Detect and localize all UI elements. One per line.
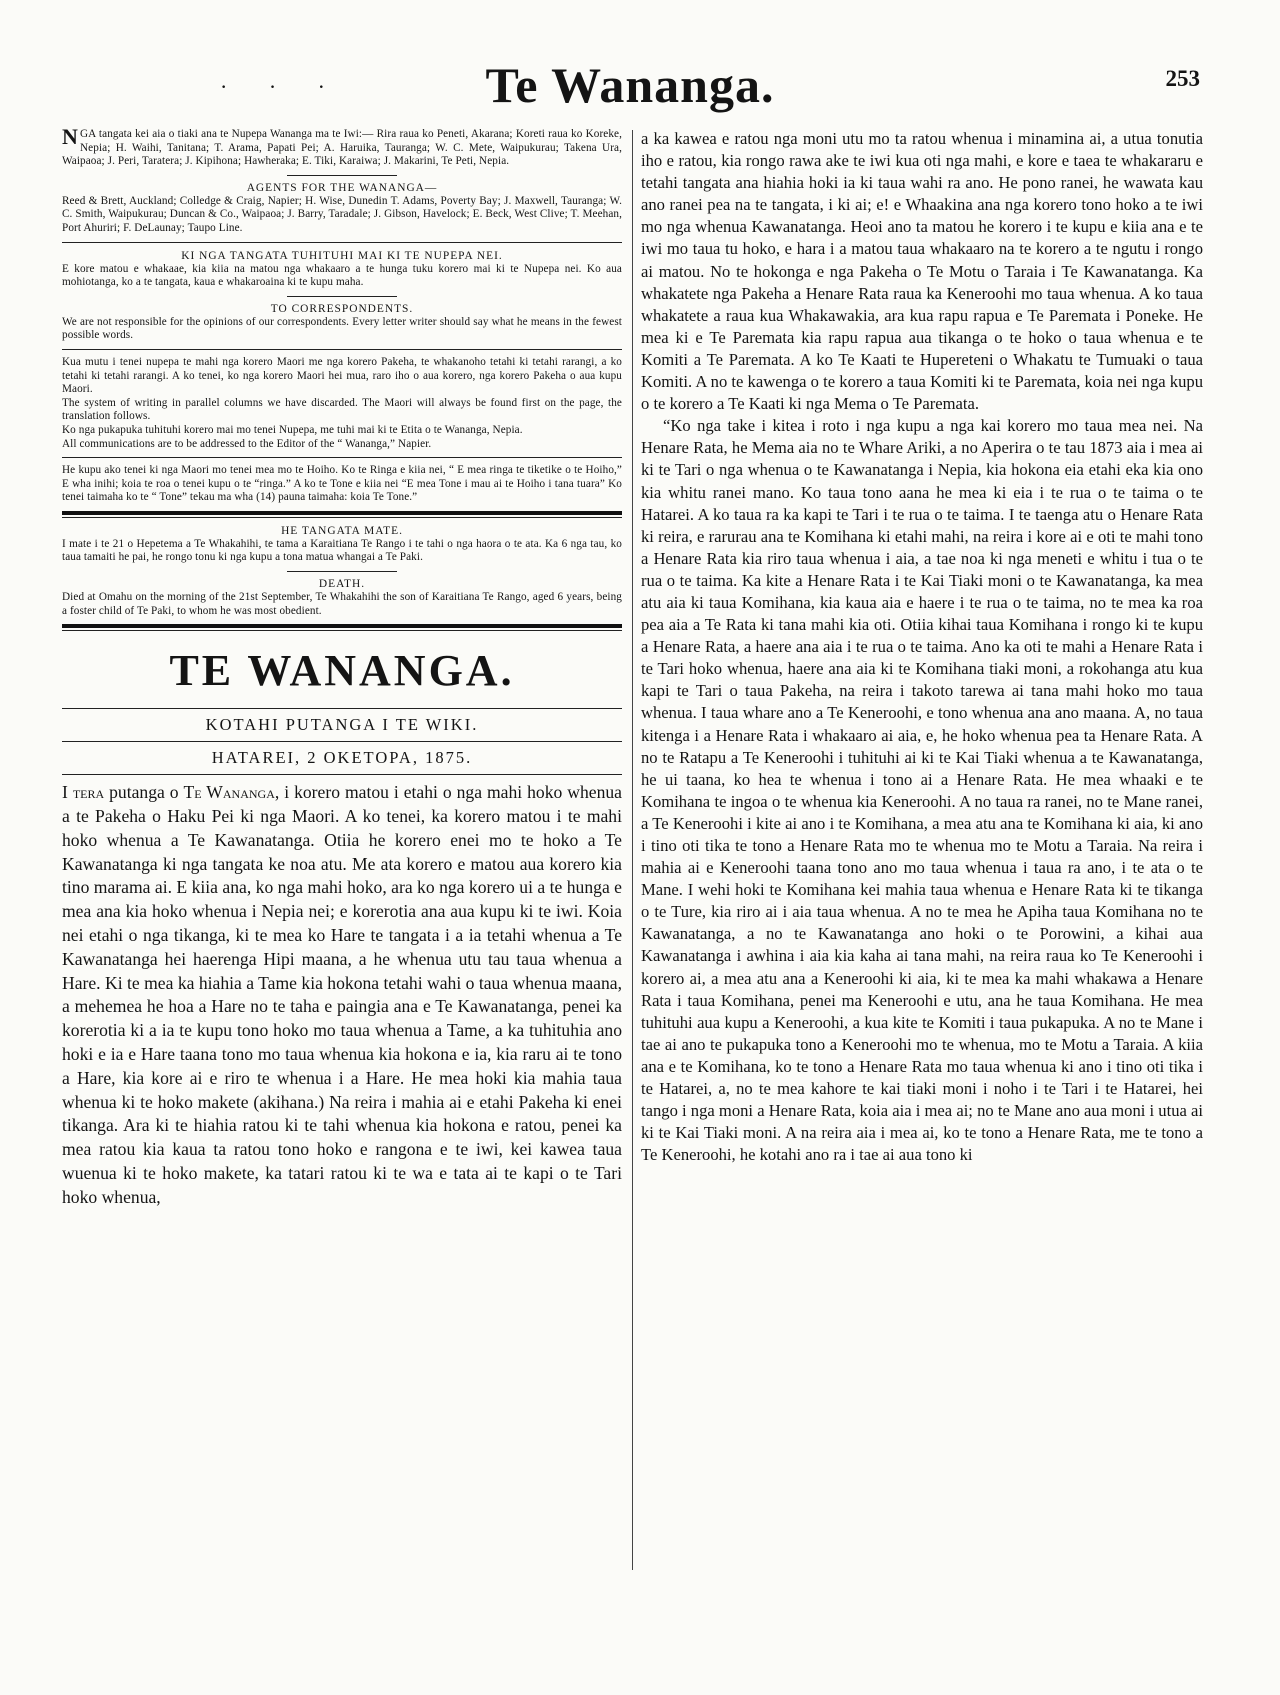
death-maori-notice: I mate i te 21 o Hepetema a Te Whakahihi, te tama a Karaitiana Te Rango i te tahi o nga haora o te ata. Ka 6 nga tau, ko taua tamaiti he pai, he rongo tonu ki nga kupu a tona matua whangai a Te Paki. (62, 537, 622, 564)
masthead: TE WANANGA. (169, 646, 515, 696)
divider (62, 708, 622, 709)
article-lead-word: I tera (62, 782, 105, 803)
thick-divider (62, 624, 622, 628)
writers-heading: KI NGA TANGATA TUHITUHI MAI KI TE NUPEPA NEI. (181, 249, 503, 262)
divider (62, 774, 622, 775)
article-body: i korero matou i etahi o nga mahi hoko whenua a te Pakeha o Haku Pei ki nga Maori. A ko tenei, ka korero matou i te mahi hoko whenua a Te Kawanatanga. Otiia he korero enei mo te hoko a Te Kawanatanga ki nga tangata ke noa atu. Me ata korero e matou aua korero kia tino marama ai. E kiia ana, ko nga mahi hoko, ara ko nga korero ui a te hunga e mea ana kia hoko whenua i Nepia nei; e korerotia ana aua kupu ki te iwi. Koia nei etahi o nga tikanga, ki te mea ko Hare te tangata i a ia tetahi whenua a Te Kawanatanga hei haerenga Hipi maana, a he whenua utu tau taua whenua a Hare. Ki te mea ka hiahia a Tame kia hokona tetahi wahi o taua whenua maana, a mehemea he hoa a Hare no te taha e paingia ana e Te Kawanatanga, penei ka korerotia ki a ia te kupu tono hoko mo taua whenua a Tame, a ka tuhituhia ano hoki e ia e Hare taana tono mo taua whenua kia hokona e ia, kia raru ai te tono a Hare, kia kore ai e riro te whenua i a Hare. He mea hoki kia mahia taua whenua ki te hoko makete (akihana.) Na reira i mahia ai e etahi Pakeha ki enei tikanga. Ara ki te hiahia ratou ki te tahi whenua kia hokona e ratou, penei ka mea ratou kia kaua ta ratou tono hoko e rangona e te iwi, kei kawea taua wuenua ki te hoko makete, ka tatari ratou ki te wa e tata ai te kapi o te Tari hoko whenua, (62, 782, 622, 1207)
agents-heading: AGENTS FOR THE WANANGA— (246, 181, 438, 194)
correspondents-heading: TO CORRESPONDENTS. (270, 302, 414, 315)
parallel-columns-english: The system of writing in parallel columns we have discarded. The Maori will always be found first on the page, the translation follows. (62, 396, 622, 423)
hoiho-notice: He kupu ako tenei ki nga Maori mo tenei mea mo te Hoiho. Ko te Ringa e kiia nei, “ E mea ringa te tiketike o te Hoiho,” E wha inihi; koia te roa o tenei kupu o te “ringa.” A ko te Tone e kiia nei “E mea Tone i mau ai te Hoiho i tana tuara” Ko tenei taimaha ko te “ Tone” tekau ma wha (14) pauna taimaha: koia Te Tone.” (62, 464, 622, 504)
running-title: Te Wananga. (485, 57, 775, 113)
article-lead-phrase: putanga o (109, 782, 179, 803)
right-column (641, 128, 1203, 1166)
divider (62, 349, 622, 350)
death-notice: Died at Omahu on the morning of the 21st September, Te Whakahihi the son of Karaitiana Te Rango, aged 6 years, being a foster child of Te Paki, to whom he was most obedient. (62, 591, 622, 617)
writers-notice: E kore matou e whakaae, kia kiia na matou nga whakaaro a te hunga tuku korero mai ki te Nupepa nei. Ko aua mohiotanga, ko a te tangata, kaua e whakaroaina ki te kupu maha. (62, 262, 622, 289)
article-continued: a ka kawea e ratou nga moni utu mo ta ratou whenua i minamina ai, a utua tonutia iho e ratou, kia rongo rawa ake te iwi kua oti nga mahi, e kore e taea te whakararu e tetahi tangata ana hiahia hoki ia ki taua wahi ra ano. He pono ranei, he wawata kau ano ranei pea na te tangata, i ki ai; e! e Whaakina ana nga korero tono hoko a te iwi mo nga whenua Kawanatanga. Heoi ano ta matou he korero i te kupu e kiia ana e te iwi mo taua tu hoko, e hara i a matou taua whakaaro na te korero a te ngutu i rongo ai matou. No te hokonga e nga Pakeha o Te Motu o Taraia i Te Kawanatanga. Ka whakatete nga Pakeha a Henare Rata raua ka Keneroohi mo taua whenua. A ko taua whakatete a raua kua Whakawakia, ara kua rapu rapua e Te Paremata i Poneke. He mea ki e Te Paremata kia rapu rapua aua tikanga o te hoko o taua whenua e te Komiti a Te Paremata. A ko Te Kaati te Hupereteni o Whakatu te Tumuaki o taua Komiti. A no te kawenga o te korero a taua Komiti ki te Paremata, koia nei nga kupu o te korero a Te Kaati ki nga Mema o Te Paremata. (641, 129, 1203, 414)
agents-list: Reed & Brett, Auckland; Colledge & Craig, Napier; H. Wise, Dunedin T. Adams, Poverty Bay; J. Maxwell, Tauranga; W. C. Smith, Waipukurau; Duncan & Co., Waipaoa; J. Barry, Taradale; J. Gibson, Havelock; E. Beck, West Clive; T. Meehan, Port Ahuriri; F. DeLaunay; Taupo Line. (62, 194, 622, 234)
death-maori-heading: HE TANGATA MATE. (281, 524, 403, 537)
publication-frequency: KOTAHI PUTANGA I TE WIKI. (205, 715, 479, 735)
correspondents-notice: We are not responsible for the opinions of our correspondents. Every letter writer should say what he means in the fewest possible words. (62, 315, 622, 342)
agents-maori-text: GA tangata kei aia o tiaki ana te Nupepa Wananga ma te Iwi:— Rira raua ko Peneti, Akarana; Koreti raua ko Koreke, Nepia; H. Waihi, Tanitana; T. Arama, Papati Pei; A. Haruika, Tauranga; W. C. Mete, Waipukurau; Takena Ura, Waipaoa; J. Peri, Taratera; J. Kipihona; Hawheraka; E. Tiki, Karaiwa; J. Makarini, Te Peti, Nepia. (62, 128, 622, 168)
editor-english-notice: All communications are to be addressed to the Editor of the “ Wananga,” Napier. (62, 437, 432, 450)
death-heading: DEATH. (318, 578, 366, 591)
left-column (62, 124, 622, 1210)
header-dots: · · · (220, 74, 343, 99)
divider (62, 457, 622, 458)
article-lead-paper-name: Te Wananga, (183, 782, 280, 803)
divider (62, 242, 622, 243)
editorial-article (62, 781, 622, 1209)
divider (62, 741, 622, 742)
divider (62, 630, 622, 631)
divider (287, 571, 397, 572)
divider (62, 517, 622, 518)
issue-date: HATAREI, 2 OKETOPA, 1875. (211, 748, 473, 768)
agents-maori-notice (62, 124, 622, 169)
page-number: 253 (1165, 66, 1200, 91)
editor-maori-notice: Ko nga pukapuka tuhituhi korero mai mo tenei Nupepa, me tuhi mai ki te Etita o te Wananga, Nepia. (62, 423, 523, 436)
divider (287, 175, 397, 176)
committee-report: “Ko nga take i kitea i roto i nga kupu a nga kai korero mo taua mea nei. Na Henare Rata, he Mema aia no te Whare Ariki, a no Aperira o te tau 1873 aia i mea ai ki te Tari o nga whenua o te Kawanatanga i Nepia, kia hokona eia etahi eka kia ono kia whitu ranei mano. Ko taua tono aana he mea ki eia i te rua o te taima o te Hatarei. A ko taua ra ka kapi te Tari i te rua o te taima. I te taenga atu o Henare Rata ki reira, e rarurau ana te Komihana ki etahi mahi, na reira i kore ai e oti te mahi tono a Henare Rata kia riro taua whenua i aia, a tae noa ki nga meneti e whitu i tua o te rua o te taima. Ka kite a Henare Rata i te Kai Tiaki moni o te Kawanatanga, ka mea atu aia ki taua Komihana, kia kaua aia e haere i te rua o te taima, no te mea ka roa pea aia a Te Rata ki tana mahi kia oti. Otiia kihai taua Komihana i rongo ki te kupu a Henare Rata, a haere ana aia i te rua o te taima. Ano ka oti te mahi a Henare Rata i te Tari hoko whenua, haere ana aia ki te Komihana tiaki moni, a rokohanga atu kua kapi te Tari o taua Pakeha, na reira i takoto tarewa ai tana mahi hoko mo taua whenua. I taua whare ano a Te Keneroohi, e tono whenua ana ano maana. A, no taua kitenga i a Henare Rata i whakaaro ai aia, e, he hoko whenua pea ta Henare Rata. A no te Ratapu a Te Keneroohi i tuhituhi ai ki te Kai Tiaki whenua a te Kawanatanga, he ui taana, ko hea te whenua i tono ai a Henare Rata. He mea whaaki e te Komihana te ingoa o te whenua kia Keneroohi. A no taua ra ranei, no te Mane ranei, a Te Keneroohi i kite ai ano i te Komihana, a mea atu ana te Komihana ki aia, ki ano i tino oti tika te tono a Henare Rata mo te whenua mo te Motu a Taraia. Na reira i mahia ai e Keneroohi taana tono ano mo taua whenua i taua ra ano, i te ata o te Mane. I wehi hoki te Komihana kei mahia taua whenua e Henare Rata ki te tikanga o te Ture, kia riro ai i aia taua whenua. A no te mea he Apiha taua Komihana no te Kawanatanga, a no te Kawanatanga ano hoki o te Porowini, a kihai aua Kawanatanga i awhina i aia kia kaha ai tana mahi, na reira raua ko Te Keneroohi i korero ai, a mea atu ana a Keneroohi ki aia, ki te mea ka mahi whakawa a Henare Rata i taua Komihana, penei ma Keneroohi e utu, ana he taua Komihana. He mea tuhituhi aua kupu a Keneroohi, a kua kite te Komiti i taua pukapuka. A no te Mane i tae ai ano te pukapuka tono a Keneroohi mo te whenua, mo te Motu a Taraia. A kiia ana e te Komihana, ko te tono a Henare Rata mo taua whenua ki ano i tino oti tika i te Hatarei, a, no te mea kahore te kai tiaki moni i noho i te Tari i te Hatarei, hei tango i nga moni a Henare Rata, koia aia i mea ai; no te Mane ano aua moni i utua ai ki te Kai Tiaki moni. A na reira aia i mea ai, ko te tono a Henare Rata, me te tono a Te Keneroohi, he kotahi ano ra i tae ai aua tono ki (641, 416, 1203, 1165)
divider (287, 296, 397, 297)
drop-cap: N (62, 124, 78, 149)
parallel-columns-maori: Kua mutu i tenei nupepa te mahi nga korero Maori me nga korero Pakeha, te whakanoho tetahi ki tetahi rarangi, a ko tetahi ki tetahi rarangi. A ko tenei, ko nga korero Maori hei mua, raro iho o aua korero, nga korero Pakeha o aua kupu Maori. (62, 355, 622, 396)
page-header (40, 46, 1220, 116)
column-divider (632, 130, 633, 1570)
thick-divider (62, 511, 622, 515)
